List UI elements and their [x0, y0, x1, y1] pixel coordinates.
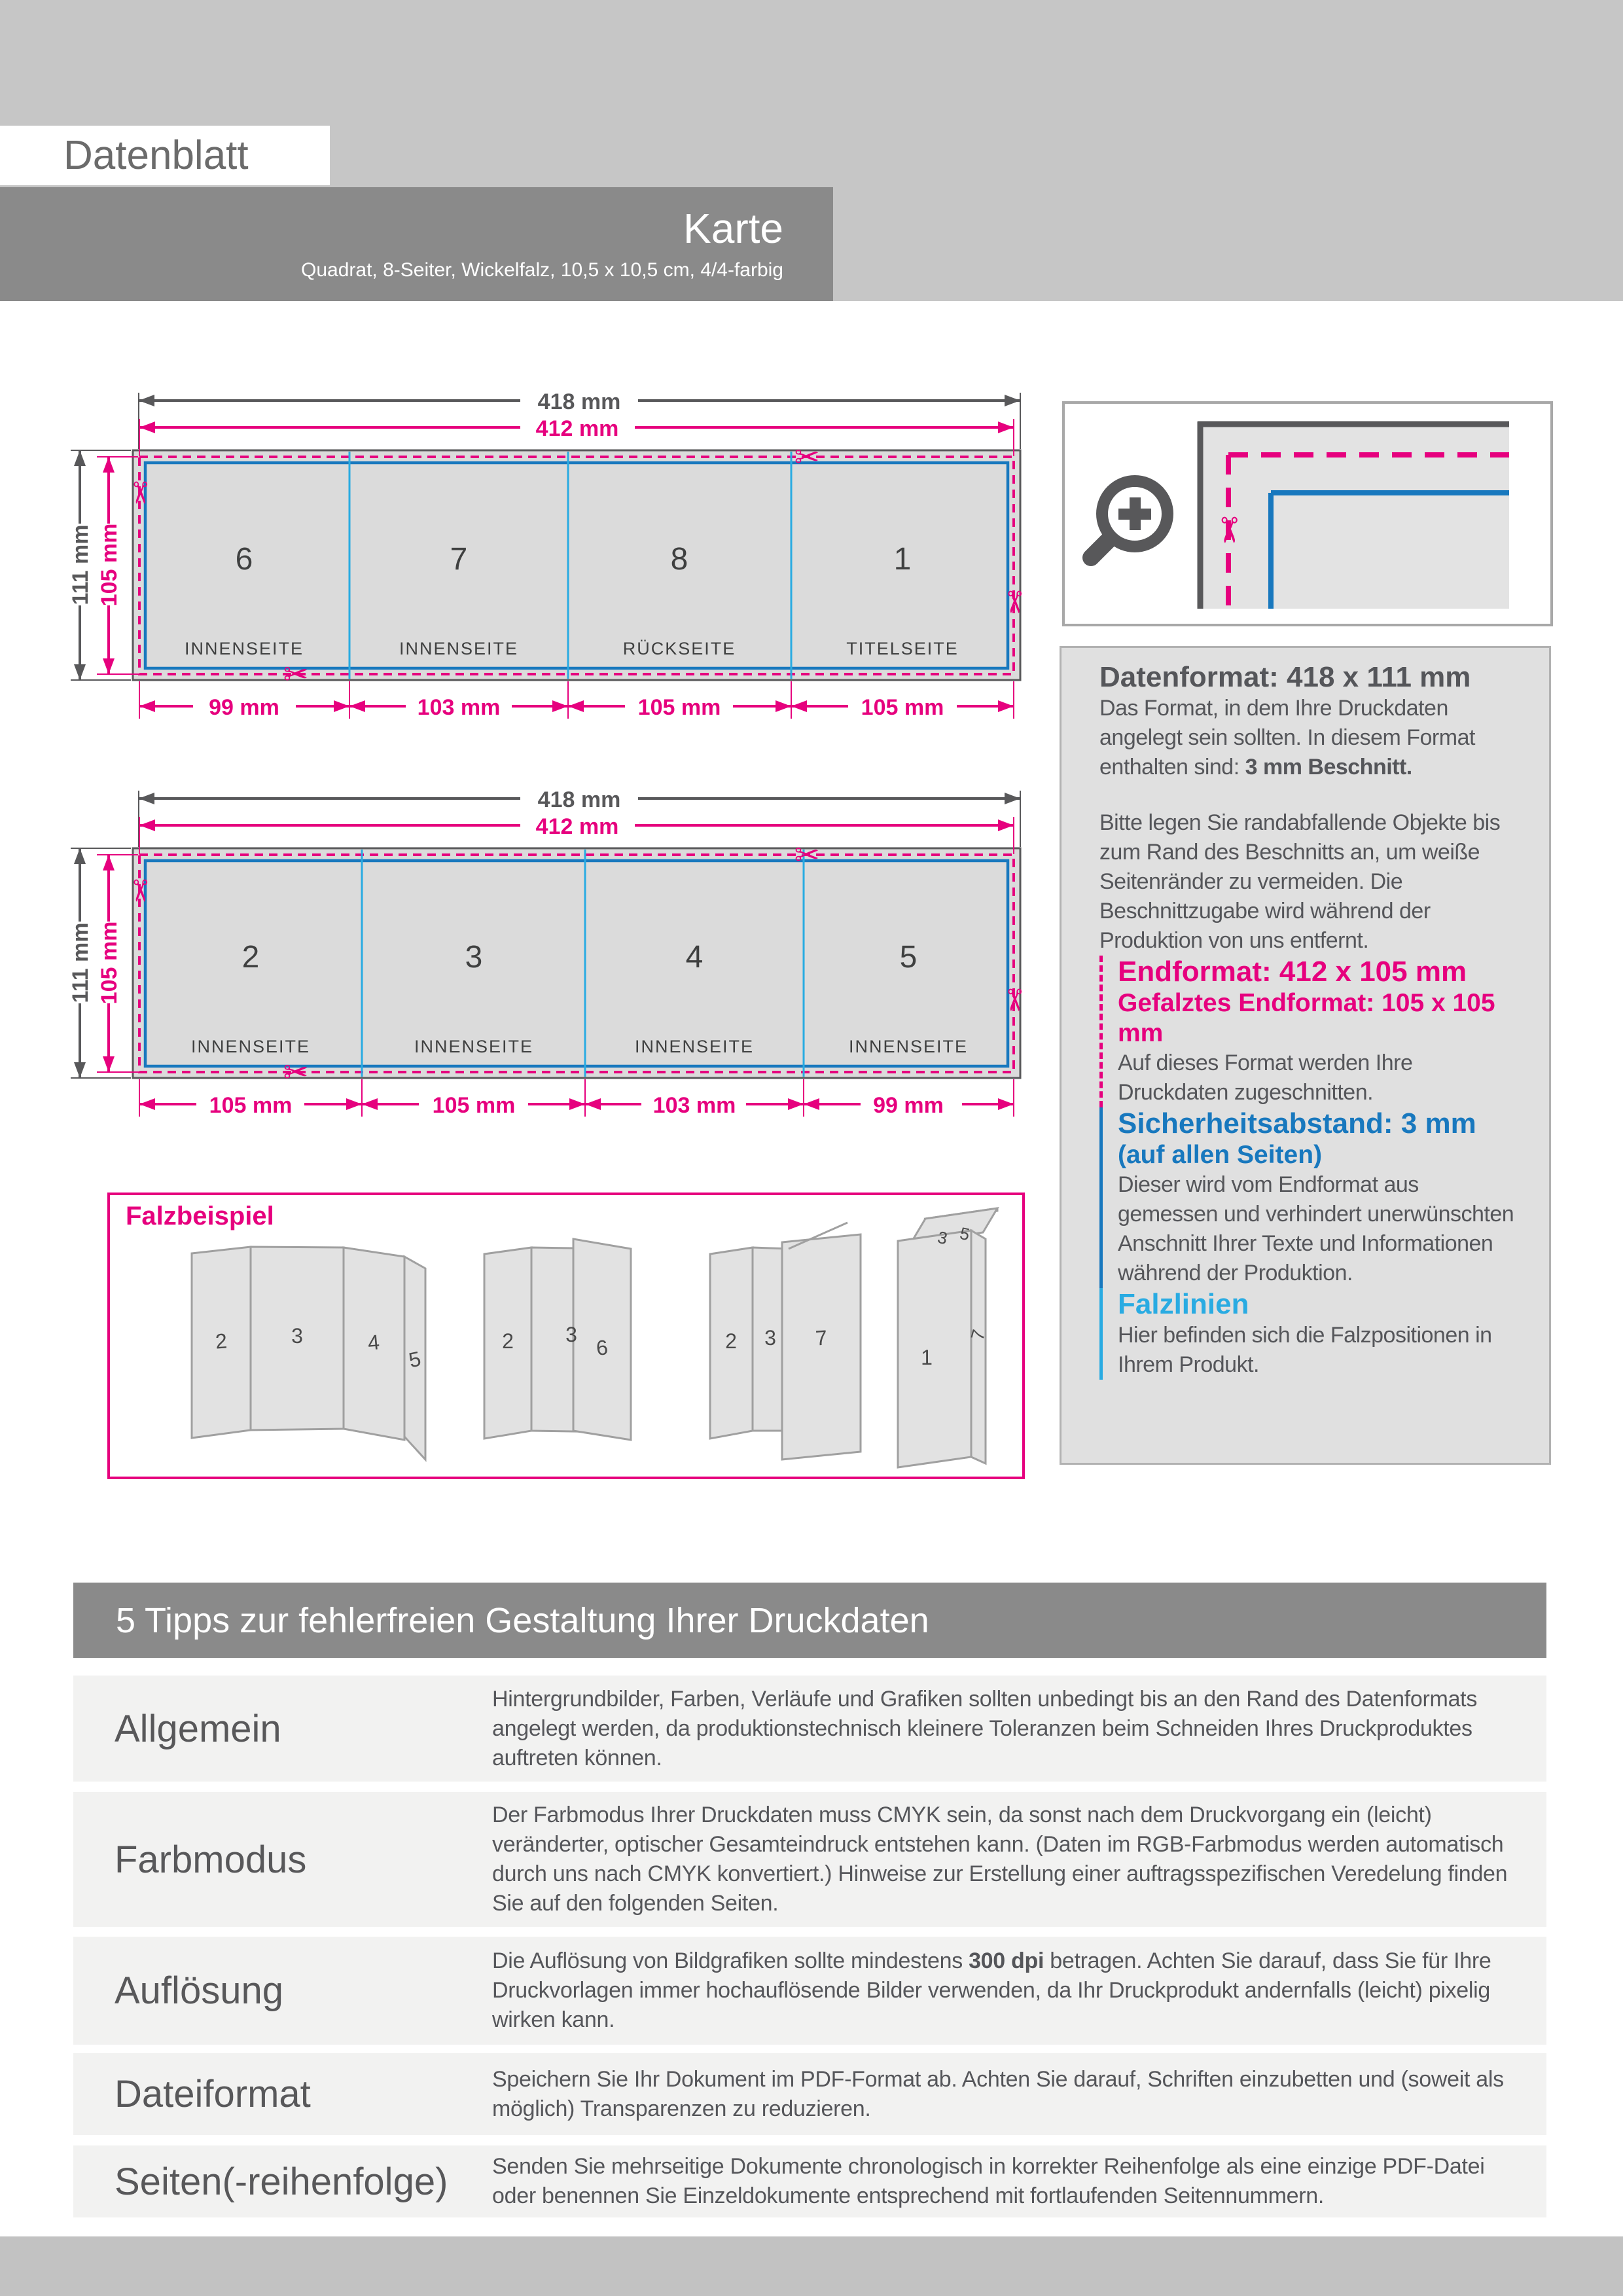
fold-example-figures [110, 1195, 1022, 1477]
panel-label: INNENSEITE [399, 639, 519, 658]
magnifier-icon [1091, 481, 1168, 558]
safety-section [1099, 1107, 1523, 1288]
panel-width: 99 mm [209, 695, 279, 720]
product-title: Karte [683, 205, 783, 252]
fold-panel-number: 5 [958, 1223, 972, 1245]
fold-panel-number: 6 [595, 1335, 609, 1360]
panel-label: RÜCKSEITE [622, 639, 736, 658]
dim-trim-height: 105 mm [97, 523, 122, 607]
tip-text-post: betragen. Achten Sie darauf, dass Sie für Ihre Druckvorlagen immer hochauflösende Bilder verwenden, da Ihr Druckprodukt andernfalls (leicht) pixelig wirken kann. [492, 1948, 1491, 2032]
dim-total-height: 111 mm [68, 922, 93, 1003]
product-subtitle: Quadrat, 8-Seiter, Wickelfalz, 10,5 x 10,5 cm, 4/4-farbig [301, 259, 783, 281]
panel-number: 3 [465, 940, 483, 975]
fold-panel-number: 3 [936, 1227, 950, 1249]
tip-row-farbmodus [73, 1792, 1546, 1927]
panel-number: 6 [235, 542, 253, 577]
doc-type-box [0, 126, 330, 185]
panel-label: INNENSEITE [184, 639, 304, 658]
scissors-icon: ✂ [794, 440, 820, 474]
datenformat-body [1099, 694, 1523, 782]
tip-label: Allgemein [115, 1707, 281, 1750]
tip-text: Hintergrundbilder, Farben, Verläufe und Grafiken sollten unbedingt bis an den Rand des Datenformats angelegt werden, da produktionstechnisch kleinere Toleranzen beim Schneiden Ihres Druckproduktes auftreten können. [492, 1686, 1478, 1770]
scissors-icon: ✂ [1209, 515, 1248, 545]
panel-label: TITELSEITE [846, 639, 959, 658]
panel-number: 1 [893, 542, 912, 577]
safety-heading: Sicherheitsabstand: 3 mm [1118, 1107, 1476, 1139]
panel-label: INNENSEITE [848, 1037, 969, 1056]
tip-text: Der Farbmodus Ihrer Druckdaten muss CMYK sein, da sonst nach dem Druckvorgang ein (leicht) veränderter, optischer Gesamteindruck entstehen kann. (Daten im RGB-Farbmodus werden automatisch durch uns nach CMYK konvertiert.) Hinweise zur Erstellung einer auftragsspezifischen Veredelung finden Sie auf den folgenden Seiten. [492, 1803, 1508, 1916]
panel-number: 8 [670, 542, 688, 577]
panel-number: 2 [241, 940, 260, 975]
dim-total-width: 418 mm [537, 787, 621, 812]
panel-number: 5 [899, 940, 918, 975]
fold-panel-number: 3 [565, 1323, 577, 1346]
panel-width: 99 mm [873, 1093, 944, 1118]
corner-detail-illustration [1065, 404, 1550, 624]
panel-width: 105 mm [432, 1093, 516, 1118]
scissors-icon: ✂ [283, 657, 309, 691]
zoom-detail-box [1062, 401, 1553, 626]
diagram-outer-side [68, 389, 1031, 720]
tip-text-pre: Die Auflösung von Bildgrafiken sollte mindestens [492, 1948, 969, 1973]
fold-panel-number: 2 [214, 1329, 228, 1354]
fold-panel-number: 2 [725, 1329, 737, 1353]
fold-panel-number: 5 [406, 1346, 423, 1372]
datenformat-paragraph2: Bitte legen Sie randabfallende Objekte bis zum Rand des Beschnitts an, um weiße Seitenränder zu vermeiden. Die Beschnittzugabe wird während der Produktion von uns entfernt. [1099, 810, 1501, 953]
tip-label: Auflösung [115, 1969, 283, 2012]
tip-row-seiten [73, 2145, 1546, 2217]
fold-panel-number: 1 [921, 1346, 933, 1369]
dim-trim-height: 105 mm [97, 921, 122, 1005]
panel-width: 105 mm [637, 695, 721, 720]
fold-example-box [107, 1193, 1025, 1479]
foldlines-body: Hier befinden sich die Falzpositionen in Ihrem Produkt. [1118, 1323, 1492, 1377]
endformat-subheading: Gefalztes Endformat: 105 x 105 mm [1118, 989, 1495, 1047]
panel-width: 103 mm [417, 695, 501, 720]
doc-type-label: Datenblatt [63, 133, 249, 178]
fold-example-title: Falzbeispiel [126, 1202, 274, 1230]
tips-title: 5 Tipps zur fehlerfreien Gestaltung Ihrer Druckdaten [116, 1600, 929, 1640]
tip-row-aufloesung [73, 1937, 1546, 2045]
scissors-icon: ✂ [794, 838, 820, 872]
fold-step-1 [192, 1247, 425, 1460]
foldlines-section [1099, 1288, 1523, 1380]
tip-text [492, 1946, 1546, 2035]
diagram-inner-side [68, 787, 1031, 1118]
panel-width: 103 mm [652, 1093, 736, 1118]
tip-label: Seiten(-reihenfolge) [115, 2160, 448, 2203]
foldlines-heading: Falzlinien [1118, 1288, 1249, 1320]
datenformat-section [1099, 661, 1523, 956]
panel-label: INNENSEITE [414, 1037, 534, 1056]
fold-panel-number: 4 [366, 1330, 381, 1355]
footer-gray-band [0, 2236, 1623, 2296]
datenformat-heading: Datenformat: 418 x 111 mm [1099, 661, 1471, 693]
dim-total-height: 111 mm [68, 524, 93, 605]
dim-trim-width: 412 mm [535, 416, 619, 441]
endformat-heading: Endformat: 412 x 105 mm [1118, 956, 1467, 988]
fold-panel-number: 2 [502, 1329, 514, 1353]
scissors-icon: ✂ [997, 589, 1031, 615]
tip-row-allgemein [73, 1676, 1546, 1782]
panel-label: INNENSEITE [634, 1037, 755, 1056]
safety-subheading: (auf allen Seiten) [1118, 1141, 1323, 1169]
dim-total-width: 418 mm [537, 389, 621, 414]
tip-row-dateiformat [73, 2053, 1546, 2135]
fold-panel-number: 7 [814, 1325, 829, 1350]
panel-number: 4 [685, 940, 704, 975]
datenformat-body-bold: 3 mm Beschnitt. [1245, 755, 1412, 780]
tip-label: Farbmodus [115, 1838, 307, 1881]
panel-width: 105 mm [209, 1093, 293, 1118]
tip-text: Speichern Sie Ihr Dokument im PDF-Format ab. Achten Sie darauf, Schriften einzubetten und (soweit als möglich) Transparenzen zu reduzieren. [492, 2066, 1504, 2121]
scissors-icon: ✂ [997, 987, 1031, 1013]
dim-trim-width: 412 mm [535, 814, 619, 839]
layout-diagrams [59, 380, 1054, 1119]
panel-width: 105 mm [861, 695, 944, 720]
fold-panel-number: 3 [764, 1326, 776, 1350]
panel-label: INNENSEITE [190, 1037, 311, 1056]
panel-number: 7 [450, 542, 468, 577]
tip-text: Senden Sie mehrseitige Dokumente chronologisch in korrekter Reihenfolge als eine einzige PDF-Datei oder benennen Sie Einzeldokumente entsprechend mit fortlaufenden Seitennummern. [492, 2154, 1485, 2208]
fold-panel-number: 3 [291, 1324, 303, 1348]
tips-header-bar [73, 1583, 1546, 1658]
tip-label: Dateiformat [115, 2073, 311, 2115]
product-header-bar [0, 187, 833, 301]
datenformat-body-text: Das Format, in dem Ihre Druckdaten angelegt sein sollten. In diesem Format enthalten sind: [1099, 696, 1475, 780]
scissors-icon: ✂ [123, 480, 157, 506]
safety-body: Dieser wird vom Endformat aus gemessen und verhindert unerwünschten Anschnitt Ihrer Texte und Informationen während der Produktion. [1118, 1172, 1514, 1285]
fold-panel-number: 7 [967, 1327, 990, 1343]
scissors-icon: ✂ [283, 1055, 309, 1089]
endformat-body: Auf dieses Format werden Ihre Druckdaten zugeschnitten. [1118, 1050, 1413, 1105]
format-info-panel [1060, 646, 1551, 1465]
endformat-section [1099, 956, 1523, 1107]
scissors-icon: ✂ [123, 878, 157, 904]
tip-text-bold: 300 dpi [969, 1948, 1044, 1973]
